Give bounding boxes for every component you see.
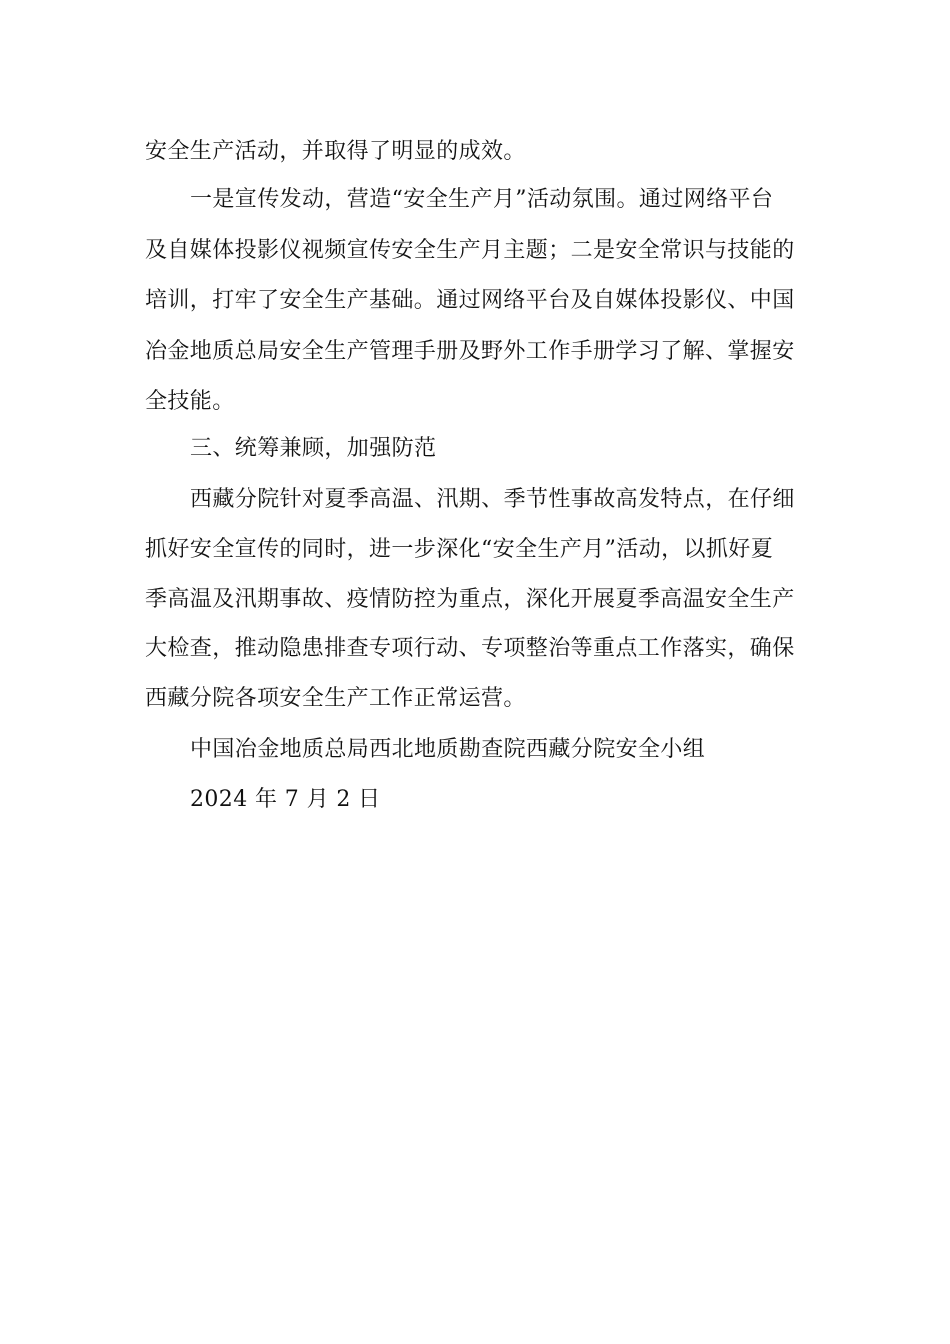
paragraph-line: 西藏分院针对夏季高温、汛期、季节性事故高发特点，在仔细 [190,487,795,512]
paragraph-line: 安全生产活动，并取得了明显的成效。 [145,139,526,164]
paragraph-line: 冶金地质总局安全生产管理手册及野外工作手册学习了解、掌握安 [145,339,795,364]
paragraph-line: 大检查，推动隐患排查专项行动、专项整治等重点工作落实，确保 [145,636,795,661]
paragraph-line: 西藏分院各项安全生产工作正常运营。 [145,686,526,711]
paragraph-line: 抓好安全宣传的同时，进一步深化“安全生产月”活动，以抓好夏 [145,537,774,562]
paragraph-line: 全技能。 [145,389,235,414]
paragraph-line: 及自媒体投影仪视频宣传安全生产月主题；二是安全常识与技能的 [145,238,795,263]
signature-date: 2024 年 7 月 2 日 [190,787,381,812]
section-heading: 三、统筹兼顾，加强防范 [190,436,437,461]
paragraph-line: 季高温及汛期事故、疫情防控为重点，深化开展夏季高温安全生产 [145,587,795,612]
paragraph-line: 一是宣传发动，营造“安全生产月”活动氛围。通过网络平台 [190,187,774,212]
signature-organization: 中国冶金地质总局西北地质勘查院西藏分院安全小组 [190,737,706,762]
paragraph-line: 培训，打牢了安全生产基础。通过网络平台及自媒体投影仪、中国 [145,288,795,313]
